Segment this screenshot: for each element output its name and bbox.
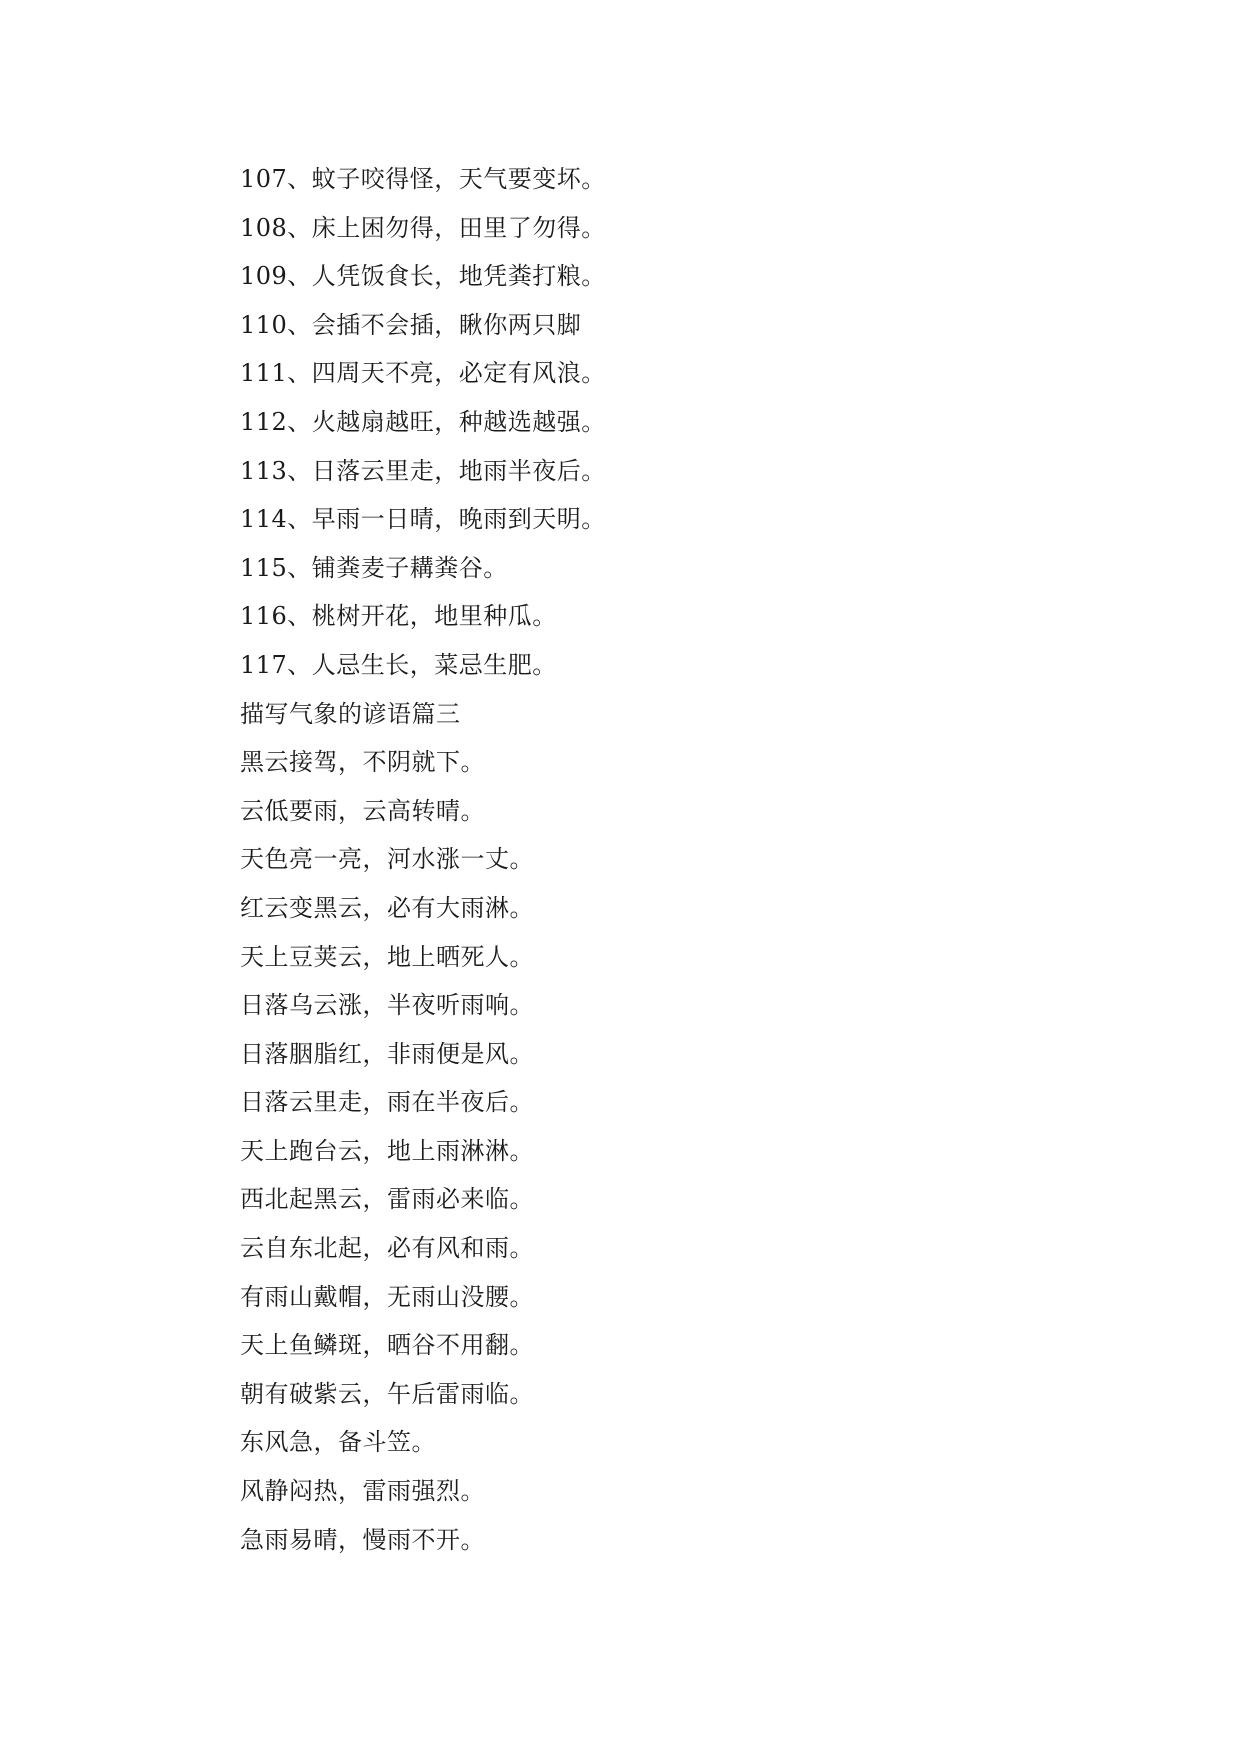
proverb-line: 东风急，备斗笠。 bbox=[240, 1428, 436, 1457]
proverb-line: 云低要雨，云高转晴。 bbox=[240, 796, 485, 825]
document-body bbox=[240, 155, 1140, 1564]
proverb-line: 110、会插不会插，瞅你两只脚 bbox=[240, 310, 582, 339]
proverb-line: 西北起黑云，雷雨必来临。 bbox=[240, 1185, 534, 1214]
proverb-line: 108、床上困勿得，田里了勿得。 bbox=[240, 213, 606, 242]
section-heading: 描写气象的谚语篇三 bbox=[240, 699, 461, 728]
proverb-line: 云自东北起，必有风和雨。 bbox=[240, 1234, 534, 1263]
proverb-line: 天上鱼鳞斑，晒谷不用翻。 bbox=[240, 1331, 534, 1360]
proverb-line: 日落云里走，雨在半夜后。 bbox=[240, 1088, 534, 1117]
proverb-line: 116、桃树开花，地里种瓜。 bbox=[240, 602, 557, 631]
proverb-line: 天上豆荚云，地上晒死人。 bbox=[240, 942, 534, 971]
proverb-line: 日落乌云涨，半夜听雨响。 bbox=[240, 991, 534, 1020]
proverb-line: 朝有破紫云，午后雷雨临。 bbox=[240, 1379, 534, 1408]
proverb-line: 107、蚊子咬得怪，天气要变坏。 bbox=[240, 165, 606, 193]
proverb-line: 113、日落云里走，地雨半夜后。 bbox=[240, 456, 606, 485]
proverb-line: 急雨易晴，慢雨不开。 bbox=[240, 1525, 485, 1554]
proverb-line: 117、人忌生长，菜忌生肥。 bbox=[240, 650, 557, 679]
proverb-line: 111、四周天不亮，必定有风浪。 bbox=[240, 359, 606, 388]
proverb-line: 风静闷热，雷雨强烈。 bbox=[240, 1477, 485, 1506]
proverb-line: 黑云接驾，不阴就下。 bbox=[240, 748, 485, 777]
proverb-line: 天上跑台云，地上雨淋淋。 bbox=[240, 1136, 534, 1165]
proverb-line: 有雨山戴帽，无雨山没腰。 bbox=[240, 1282, 534, 1311]
proverb-line: 112、火越扇越旺，种越选越强。 bbox=[240, 407, 606, 436]
proverb-line: 天色亮一亮，河水涨一丈。 bbox=[240, 845, 534, 874]
proverb-line: 114、早雨一日晴，晚雨到天明。 bbox=[240, 505, 606, 534]
proverb-line: 115、铺粪麦子耩粪谷。 bbox=[240, 553, 508, 582]
proverb-line: 红云变黑云，必有大雨淋。 bbox=[240, 893, 534, 922]
proverb-line: 109、人凭饭食长，地凭粪打粮。 bbox=[240, 262, 606, 291]
proverb-line: 日落胭脂红，非雨便是风。 bbox=[240, 1039, 534, 1068]
